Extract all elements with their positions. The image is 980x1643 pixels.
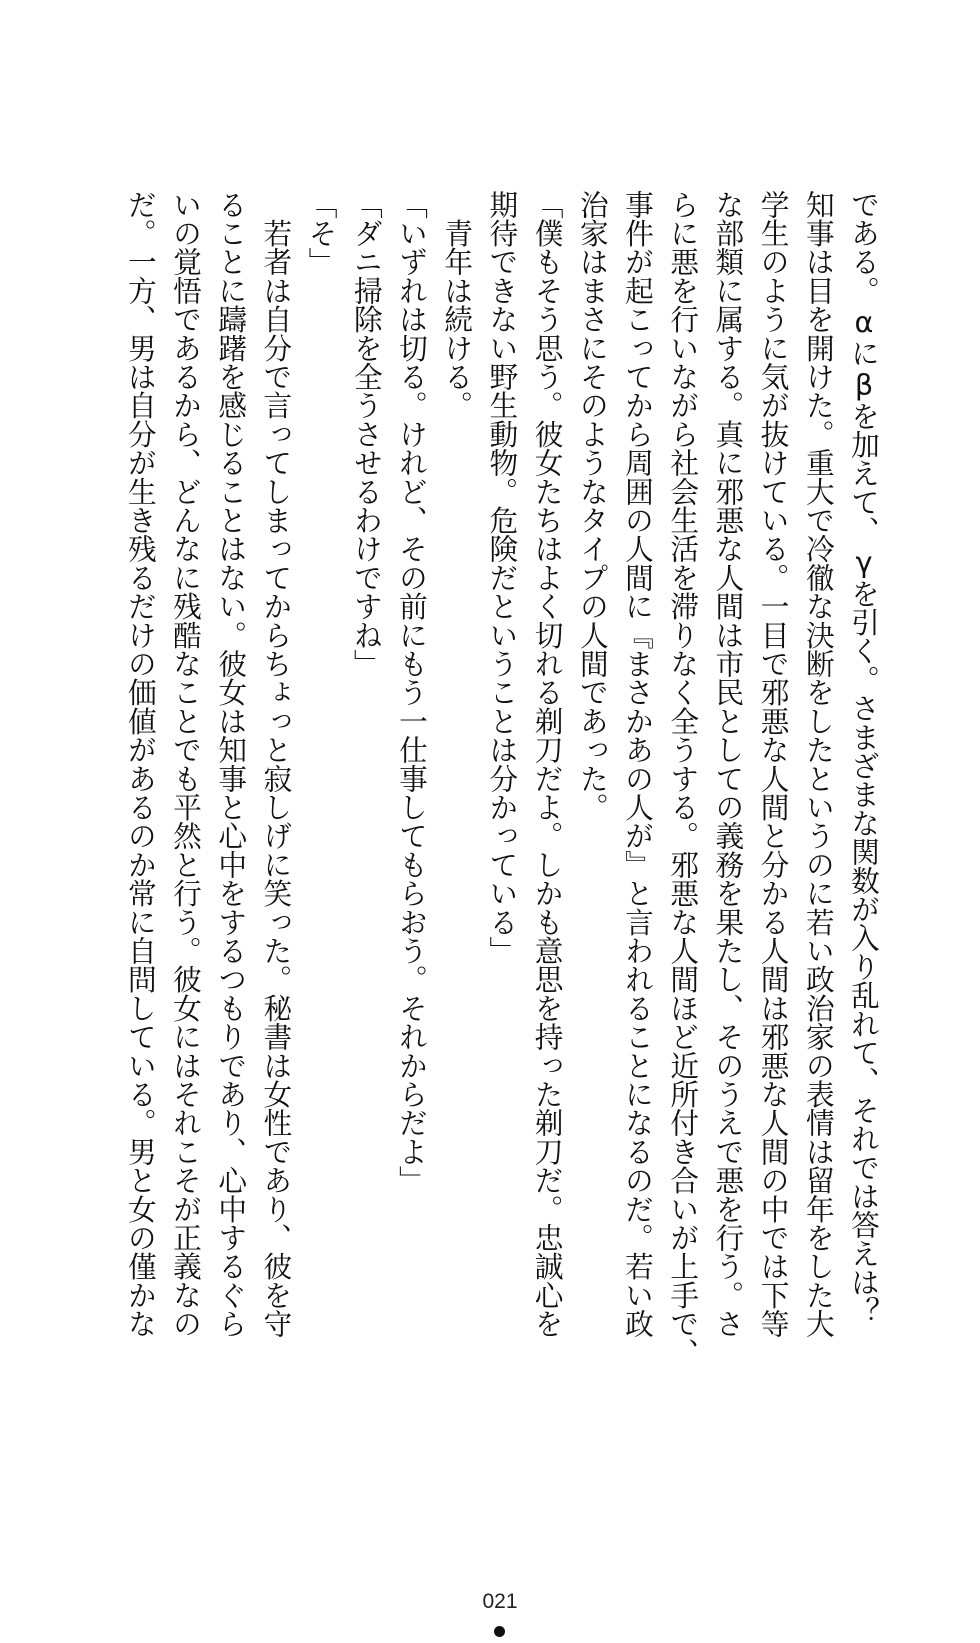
bullet-dot-icon [494, 1626, 505, 1637]
text-line: 期待できない野生動物。危険だということは分かっている」 [485, 190, 520, 965]
text-line: 「ダニ掃除を全うさせるわけですね」 [349, 190, 384, 678]
text-line: 「そ」 [304, 190, 339, 277]
text-line: 治家はまさにそのようなタイプの人間であった。 [575, 190, 610, 822]
text-line: 学生のように気が抜けている。一目で邪悪な人間と分かる人間は邪悪な人間の中では下等 [756, 190, 791, 1338]
text-line: 「いずれは切る。けれど、その前にもう一仕事してもらおう。それからだよ」 [395, 190, 429, 1195]
text-line: だ。一方、男は自分が生き残るだけの価値があるのか常に自問している。男と女の僅かな [123, 190, 158, 1338]
text-line: 事件が起こってから周囲の人間に『まさかあの人が』と言われることになるのだ。若い政 [621, 190, 655, 1338]
text-line: いの覚悟であるから、どんなに残酷なことでも平然と行う。彼女にはそれこそが正義なの [169, 190, 203, 1339]
text-line: 知事は目を開けた。重大で冷徹な決断をしたというのに若い政治家の表情は留年をした大 [801, 190, 836, 1338]
text-line: 「僕もそう思う。彼女たちはよく切れる剃刀だよ。しかも意思を持った剃刀だ。忠誠心を [530, 190, 565, 1338]
page-number: 021 [482, 1590, 518, 1613]
text-line: らに悪を行いながら社会生活を滞りなく全うする。邪悪な人間ほど近所付き合いが上手で、 [666, 190, 701, 1367]
text-line: である。αにβを加えて、γを引く。さまざまな関数が入り乱れて、それでは答えは？ [847, 190, 881, 1326]
text-line: 若者は自分で言ってしまってからちょっと寂しげに笑った。秘書は女性であり、彼を守 [259, 190, 294, 1338]
text-line: ることに躊躇を感じることはない。彼女は知事と心中をするつもりであり、心中するぐら [214, 190, 249, 1338]
text-line: 青年は続ける。 [440, 190, 475, 420]
text-line: な部類に属する。真に邪悪な人間は市民としての義務を果たし、そのうえで悪を行う。さ [711, 190, 746, 1338]
